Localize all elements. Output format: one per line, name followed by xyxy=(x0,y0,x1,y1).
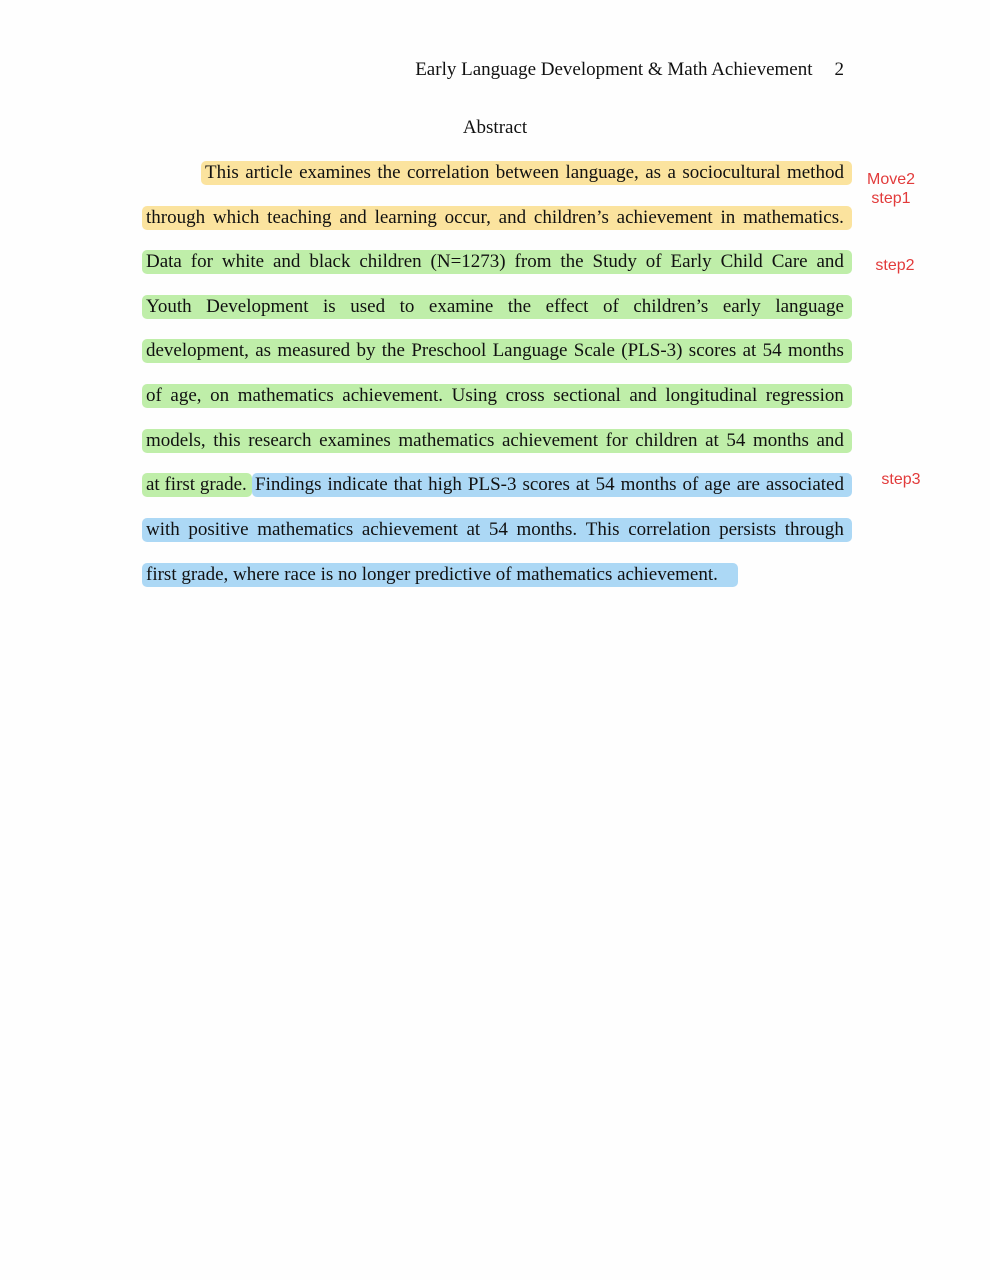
abstract-line-text xyxy=(146,295,844,319)
abstract-line xyxy=(142,518,852,542)
word: language xyxy=(775,296,844,317)
word: which xyxy=(212,207,260,228)
word: children’s xyxy=(533,207,609,228)
word: high xyxy=(428,474,462,495)
word: examines xyxy=(319,430,391,451)
word: research xyxy=(248,430,312,451)
word: Youth xyxy=(146,296,192,317)
word: Development xyxy=(206,296,309,317)
word: 54 xyxy=(595,474,615,495)
abstract-line xyxy=(142,250,852,274)
annotation-step1: step1 xyxy=(871,190,911,207)
word: examine xyxy=(428,296,494,317)
word: between xyxy=(495,162,560,183)
word: 54 xyxy=(726,430,746,451)
word: that xyxy=(393,474,423,495)
abstract-line-text xyxy=(146,339,844,363)
abstract-line xyxy=(142,429,852,453)
word: through xyxy=(146,207,206,228)
running-title: Early Language Development & Math Achievement xyxy=(415,59,813,80)
word: achievement xyxy=(616,207,713,228)
word: months xyxy=(752,430,809,451)
word: with xyxy=(146,519,180,540)
word: for xyxy=(190,251,213,272)
word: persists xyxy=(719,519,777,540)
abstract-line-text xyxy=(146,384,844,408)
word: Study xyxy=(592,251,637,272)
word: Child xyxy=(720,251,763,272)
word: method xyxy=(786,162,844,183)
word: children xyxy=(635,430,698,451)
word: as xyxy=(255,340,272,361)
abstract-line xyxy=(142,161,852,185)
word: months xyxy=(620,474,677,495)
annotation-move2: Move2 xyxy=(866,171,916,188)
word: longitudinal xyxy=(665,385,758,406)
word: regression xyxy=(765,385,844,406)
word: sociocultural xyxy=(682,162,781,183)
word: occur, xyxy=(444,207,491,228)
word: Using xyxy=(451,385,498,406)
word: at xyxy=(742,340,757,361)
word: 54 xyxy=(488,519,508,540)
word: from xyxy=(514,251,552,272)
word: and xyxy=(339,207,367,228)
word: used xyxy=(350,296,386,317)
word: on xyxy=(210,385,230,406)
word: effect xyxy=(545,296,589,317)
word: of xyxy=(645,251,662,272)
word: the xyxy=(507,296,532,317)
word: correlation xyxy=(628,519,711,540)
word: children’s xyxy=(633,296,709,317)
word: and xyxy=(272,251,301,272)
word: positive xyxy=(188,519,249,540)
word: This xyxy=(585,519,620,540)
word: through xyxy=(784,519,844,540)
abstract-line-text: first grade, where race is no longer predictive of mathematics achievement. xyxy=(146,564,718,585)
word: teaching xyxy=(267,207,332,228)
word: (N=1273) xyxy=(430,251,506,272)
word: mathematics. xyxy=(743,207,844,228)
word: scores xyxy=(522,474,570,495)
word: early xyxy=(722,296,761,317)
word: a xyxy=(667,162,676,183)
word: at xyxy=(466,519,481,540)
running-head xyxy=(0,58,844,82)
word: the xyxy=(560,251,584,272)
word: scores xyxy=(688,340,737,361)
word: Findings xyxy=(255,474,322,495)
page-number: 2 xyxy=(834,59,844,80)
word: the xyxy=(381,340,405,361)
abstract-line-text xyxy=(146,250,844,274)
word: and xyxy=(498,207,527,228)
word: age, xyxy=(170,385,202,406)
word: PLS-3 xyxy=(467,474,517,495)
word: of xyxy=(602,296,619,317)
abstract-heading: Abstract xyxy=(462,117,528,138)
abstract-line xyxy=(142,295,852,319)
word: article xyxy=(245,162,293,183)
word: are xyxy=(736,474,760,495)
word: white xyxy=(221,251,265,272)
abstract-line-text: at first grade. xyxy=(146,474,247,495)
word: months. xyxy=(516,519,578,540)
abstract-line-text xyxy=(205,161,844,185)
annotation-step3: step3 xyxy=(881,471,921,488)
word: black xyxy=(309,251,351,272)
annotation-step2: step2 xyxy=(875,257,915,274)
abstract-line xyxy=(142,384,852,408)
word: age xyxy=(704,474,731,495)
word: 54 xyxy=(762,340,782,361)
abstract-line-text xyxy=(146,429,844,453)
word: models, xyxy=(146,430,206,451)
annotation-move2-step1 xyxy=(858,170,924,208)
word: at xyxy=(575,474,590,495)
word: mathematics xyxy=(237,385,334,406)
word: examines xyxy=(299,162,371,183)
word: and xyxy=(816,251,844,272)
abstract-line-text xyxy=(255,473,844,497)
word: at xyxy=(705,430,719,451)
word: the xyxy=(377,162,401,183)
word: and xyxy=(629,385,657,406)
word: associated xyxy=(765,474,844,495)
word: achievement xyxy=(361,519,458,540)
word: mathematics xyxy=(257,519,354,540)
word: as xyxy=(645,162,662,183)
word: achievement xyxy=(501,430,598,451)
abstract-line xyxy=(142,473,852,497)
word: of xyxy=(682,474,699,495)
word: measured xyxy=(277,340,351,361)
abstract-line xyxy=(142,563,852,587)
abstract-line xyxy=(142,206,852,230)
word: this xyxy=(213,430,241,451)
word: Early xyxy=(670,251,712,272)
word: for xyxy=(605,430,628,451)
word: to xyxy=(399,296,415,317)
word: Scale xyxy=(573,340,615,361)
word: language, xyxy=(565,162,639,183)
abstract-line xyxy=(142,339,852,363)
word: sectional xyxy=(553,385,621,406)
word: Data xyxy=(146,251,182,272)
word: is xyxy=(323,296,336,317)
word: mathematics xyxy=(398,430,495,451)
word: Language xyxy=(492,340,568,361)
word: cross xyxy=(505,385,545,406)
word: by xyxy=(356,340,376,361)
word: and xyxy=(816,430,844,451)
word: months xyxy=(787,340,844,361)
word: of xyxy=(146,385,162,406)
abstract-line-text xyxy=(146,206,844,230)
word: Preschool xyxy=(411,340,487,361)
word: (PLS-3) xyxy=(621,340,683,361)
word: learning xyxy=(374,207,437,228)
word: This xyxy=(205,162,239,183)
word: children xyxy=(359,251,422,272)
word: achievement. xyxy=(342,385,444,406)
word: Care xyxy=(771,251,808,272)
abstract-line-text xyxy=(146,518,844,542)
word: correlation xyxy=(406,162,490,183)
word: indicate xyxy=(327,474,388,495)
word: development, xyxy=(146,340,249,361)
word: in xyxy=(720,207,736,228)
